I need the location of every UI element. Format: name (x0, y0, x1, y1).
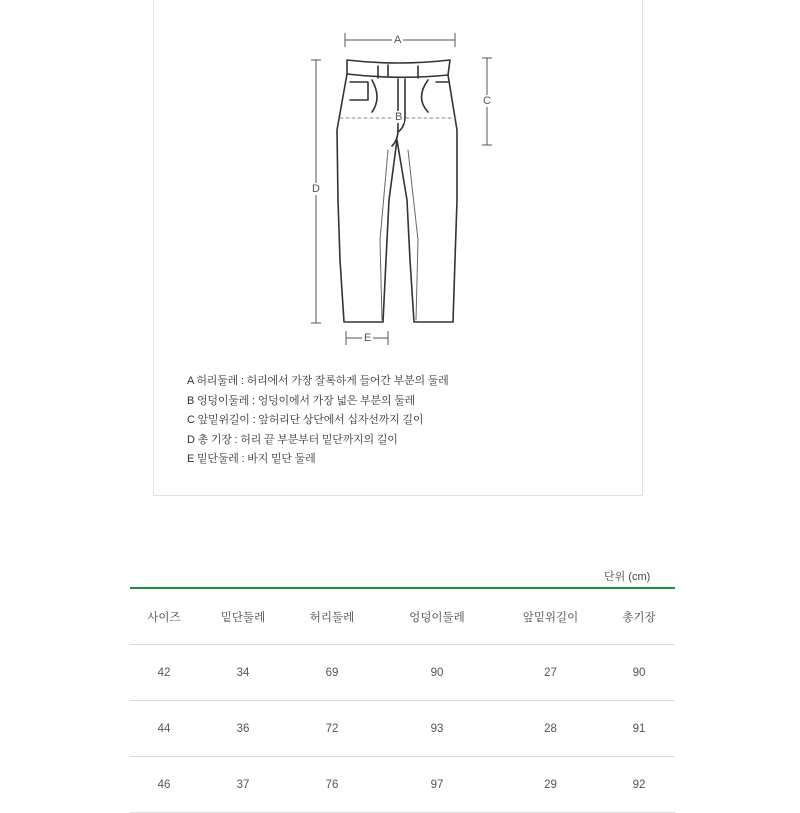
cell-hip: 97 (376, 757, 498, 813)
cell-hem: 34 (198, 645, 288, 701)
cell-hip: 90 (376, 645, 498, 701)
table-row (130, 701, 675, 757)
cell-hem: 37 (198, 757, 288, 813)
cell-size: 44 (130, 701, 198, 757)
cell-rise: 29 (498, 757, 603, 813)
legend-item-b: B 엉덩이둘레 : 엉덩이에서 가장 넓은 부분의 둘레 (187, 394, 416, 407)
cell-rise: 28 (498, 701, 603, 757)
legend-item-d: D 총 기장 : 허리 끝 부분부터 밑단까지의 길이 (187, 433, 398, 446)
cell-waist: 76 (288, 757, 376, 813)
header-length: 총기장 (603, 588, 675, 645)
cell-length: 90 (603, 645, 675, 701)
cell-length: 91 (603, 701, 675, 757)
dimension-d-label: D (312, 183, 320, 195)
measurement-legend (187, 372, 449, 470)
cell-hem: 36 (198, 701, 288, 757)
cell-rise: 27 (498, 645, 603, 701)
legend-item-c: C 앞밑위길이 : 앞허리단 상단에서 십자선까지 길이 (187, 414, 424, 426)
header-rise: 앞밑위길이 (498, 588, 603, 645)
header-size: 사이즈 (130, 588, 198, 645)
cell-size: 46 (130, 757, 198, 813)
pants-outline (337, 60, 457, 322)
table-header-row (130, 588, 675, 645)
table-row (130, 757, 675, 813)
dimension-b-label: B (395, 111, 403, 123)
table-row (130, 645, 675, 701)
cell-hip: 93 (376, 701, 498, 757)
header-hem: 밑단둘레 (198, 588, 288, 645)
size-table (130, 587, 675, 813)
header-hip: 엉덩이둘레 (376, 588, 498, 645)
dimension-e-label: E (364, 332, 372, 344)
cell-length: 92 (603, 757, 675, 813)
dimension-a-label: A (394, 34, 402, 46)
dimension-c-label: C (483, 95, 491, 107)
cell-waist: 72 (288, 701, 376, 757)
cell-waist: 69 (288, 645, 376, 701)
legend-item-e: E 밑단둘레 : 바지 밑단 둘레 (187, 453, 316, 465)
cell-size: 42 (130, 645, 198, 701)
legend-item-a: A 허리둘레 : 허리에서 가장 잘록하게 들어간 부분의 둘레 (187, 375, 449, 387)
header-waist: 허리둘레 (288, 588, 376, 645)
unit-note: 단위 (cm) (604, 571, 651, 583)
